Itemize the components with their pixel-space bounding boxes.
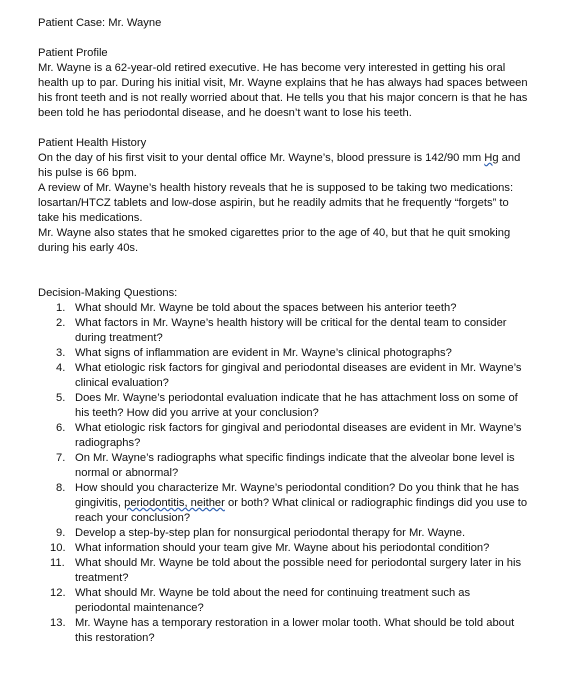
question-number: 6. bbox=[56, 422, 66, 434]
questions-heading: Decision-Making Questions: bbox=[38, 287, 178, 299]
history-vitals-text-end: and his pulse is 66 bpm. bbox=[38, 152, 521, 179]
question-text: What etiologic risk factors for gingival and periodontal diseases are evident in Mr. Wayne’s clinical evaluation? bbox=[75, 362, 522, 389]
question-text: On Mr. Wayne’s radiographs what specific findings indicate that the alveolar bone level is normal or abnormal? bbox=[75, 452, 515, 479]
question-text: What etiologic risk factors for gingival and periodontal diseases are evident in Mr. Wayne’s radiographs? bbox=[75, 422, 522, 449]
question-number: 5. bbox=[56, 392, 66, 404]
question-text: What factors in Mr. Wayne’s health history will be critical for the dental team to consider during treatment? bbox=[75, 317, 507, 344]
history-medications: A review of Mr. Wayne’s health history reveals that he is supposed to be taking two medications: losartan/HTCZ tablets and low-dose aspirin, but he readily admits that he frequently “forgets” to take his medications. bbox=[38, 182, 514, 224]
question-item bbox=[38, 481, 528, 526]
question-text-end: or both? What clinical or radiographic findings did you use to reach your conclusion? bbox=[75, 497, 528, 524]
question-number: 9. bbox=[56, 527, 66, 539]
question-number: 11. bbox=[50, 557, 65, 569]
profile-heading: Patient Profile bbox=[38, 47, 108, 59]
question-text: What should Mr. Wayne be told about the need for continuing treatment such as periodontal maintenance? bbox=[75, 587, 471, 614]
question-item bbox=[38, 421, 528, 451]
question-number: 13. bbox=[50, 617, 66, 629]
question-item bbox=[38, 541, 528, 556]
question-text: How should you characterize Mr. Wayne’s periodontal condition? Do you think that he has gingivitis, bbox=[75, 482, 520, 509]
profile-text: Mr. Wayne is a 62-year-old retired executive. He has become very interested in getting his oral health up to par. During his initial visit, Mr. Wayne explains that he has always had spaces between his front teeth and is not really worried about that. He tells you that his major concern is that he has been told he has periodontal disease, and he doesn’t want to lose his teeth. bbox=[38, 62, 528, 119]
question-item bbox=[38, 451, 528, 481]
spacer bbox=[38, 121, 528, 136]
question-item bbox=[38, 526, 528, 541]
question-item bbox=[38, 556, 528, 586]
question-text: What information should your team give Mr. Wayne about his periodontal condition? bbox=[75, 542, 490, 554]
question-text: What should Mr. Wayne be told about the spaces between his anterior teeth? bbox=[75, 302, 457, 314]
question-number: 7. bbox=[56, 452, 66, 464]
question-item bbox=[38, 391, 528, 421]
spellcheck-marked-text: periodontitis, neither bbox=[124, 497, 225, 509]
question-item bbox=[38, 616, 528, 646]
question-text: Does Mr. Wayne’s periodontal evaluation indicate that he has attachment loss on some of his teeth? How did you arrive at your conclusion? bbox=[75, 392, 518, 419]
question-number: 3. bbox=[56, 347, 66, 359]
history-vitals-text: On the day of his first visit to your dental office Mr. Wayne’s, blood pressure is 142/90 mm bbox=[38, 152, 485, 164]
case-title: Patient Case: Mr. Wayne bbox=[38, 17, 162, 29]
question-item bbox=[38, 316, 528, 346]
question-number: 1. bbox=[56, 302, 66, 314]
spacer bbox=[38, 256, 528, 286]
question-item bbox=[38, 361, 528, 391]
question-text: What signs of inflammation are evident in Mr. Wayne’s clinical photographs? bbox=[75, 347, 452, 359]
question-text: Develop a step-by-step plan for nonsurgical periodontal therapy for Mr. Wayne. bbox=[75, 527, 466, 539]
hg-unit: Hg bbox=[484, 152, 499, 164]
question-text: What should Mr. Wayne be told about the possible need for periodontal surgery later in his treatment? bbox=[75, 557, 522, 584]
question-item bbox=[38, 301, 528, 316]
question-number: 2. bbox=[56, 317, 66, 329]
document-body bbox=[38, 16, 528, 646]
question-text: Mr. Wayne has a temporary restoration in a lower molar tooth. What should be told about this restoration? bbox=[75, 617, 515, 644]
history-heading: Patient Health History bbox=[38, 137, 147, 149]
history-smoking: Mr. Wayne also states that he smoked cigarettes prior to the age of 40, but that he quit smoking during his early 40s. bbox=[38, 227, 511, 254]
questions-list bbox=[38, 301, 528, 646]
question-number: 4. bbox=[56, 362, 66, 374]
history-vitals bbox=[38, 151, 528, 181]
question-item bbox=[38, 586, 528, 616]
question-number: 12. bbox=[50, 587, 66, 599]
question-number: 10. bbox=[50, 542, 66, 554]
question-number: 8. bbox=[56, 482, 66, 494]
question-item bbox=[38, 346, 528, 361]
